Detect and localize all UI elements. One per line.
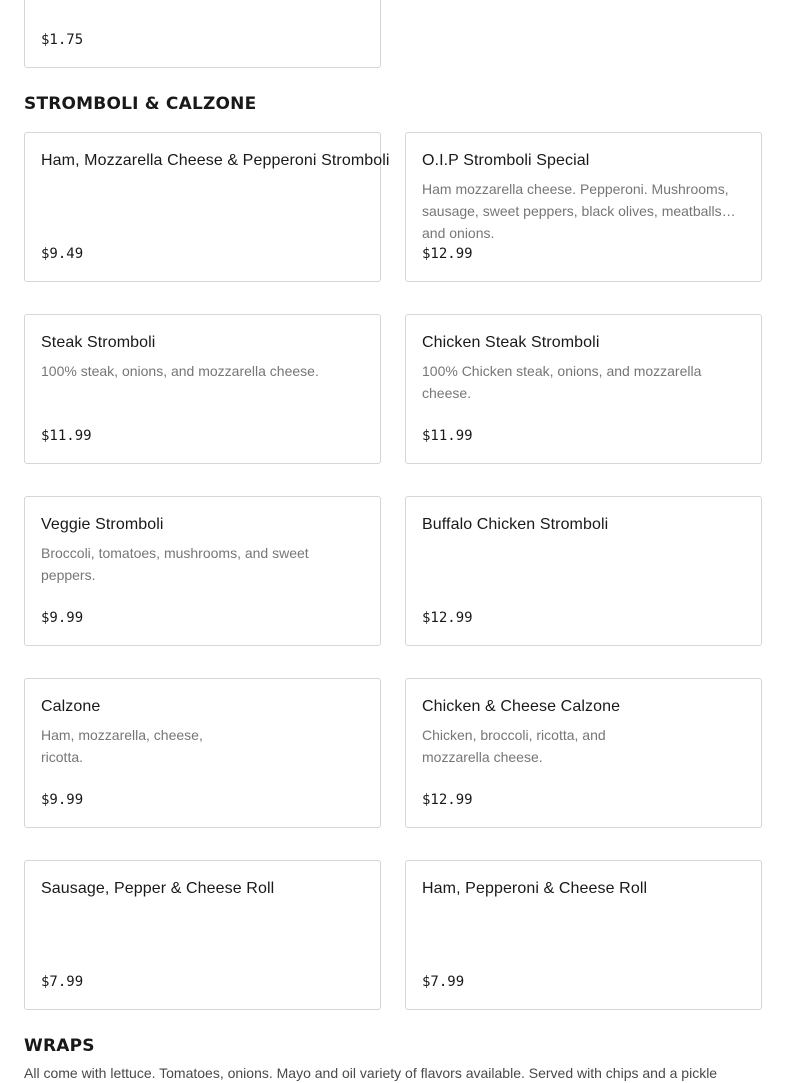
item-price: $11.99: [422, 428, 473, 444]
menu-item-card[interactable]: [405, 678, 762, 828]
item-name: Veggie Stromboli: [41, 516, 164, 533]
item-name: Chicken & Cheese Calzone: [422, 698, 621, 715]
item-price: $9.49: [41, 246, 84, 262]
item-description: Ham mozzarella cheese. Pepperoni. Mushrooms, sausage, sweet peppers, black olives, meatballs and onions.: [422, 181, 729, 241]
item-price: $1.75: [41, 32, 84, 48]
item-name: Ham, Pepperoni & Cheese Roll: [422, 880, 648, 897]
item-price: $12.99: [422, 792, 473, 808]
item-price: $9.99: [41, 610, 84, 626]
item-description: Broccoli, tomatoes, mushrooms, and sweet peppers.: [41, 545, 309, 583]
item-price: $12.99: [422, 610, 473, 626]
menu-item-card[interactable]: [405, 132, 762, 282]
item-name: Buffalo Chicken Stromboli: [422, 516, 609, 533]
item-price: $7.99: [41, 974, 84, 990]
item-name: O.I.P Stromboli Special: [422, 152, 590, 169]
menu-item-card[interactable]: [24, 678, 381, 828]
item-price: $9.99: [41, 792, 84, 808]
menu-item-card[interactable]: [24, 0, 381, 68]
item-name: Chicken Steak Stromboli: [422, 334, 600, 351]
item-description: 100% Chicken steak, onions, and mozzarella cheese.: [422, 363, 702, 401]
menu-item-card[interactable]: [405, 860, 762, 1010]
item-description: 100% steak, onions, and mozzarella cheese.: [41, 363, 319, 379]
item-description: Ham, mozzarella, cheese, ricotta.: [41, 727, 203, 765]
menu-item-card[interactable]: [24, 132, 390, 282]
menu-item-card[interactable]: [405, 314, 762, 464]
item-description: Chicken, broccoli, ricotta, and mozzarella cheese.: [422, 727, 606, 765]
section-title-stromboli-calzone: STROMBOLI & CALZONE: [24, 94, 257, 114]
item-name: Steak Stromboli: [41, 334, 156, 351]
menu-item-card[interactable]: [405, 496, 762, 646]
item-name: Calzone: [41, 698, 101, 715]
section-title-wraps: WRAPS: [24, 1036, 95, 1056]
item-price: $11.99: [41, 428, 92, 444]
menu-item-card[interactable]: [24, 314, 381, 464]
menu-item-card[interactable]: [24, 860, 381, 1010]
item-price: $12.99: [422, 246, 473, 262]
item-price: $7.99: [422, 974, 465, 990]
menu-item-card[interactable]: [24, 496, 381, 646]
item-name: Ham, Mozzarella Cheese & Pepperoni Stromboli: [41, 152, 390, 169]
item-name: Sausage, Pepper & Cheese Roll: [41, 880, 275, 897]
section-description: All come with lettuce. Tomatoes, onions. Mayo and oil variety of flavors available. Served with chips and a pickle: [24, 1065, 718, 1081]
